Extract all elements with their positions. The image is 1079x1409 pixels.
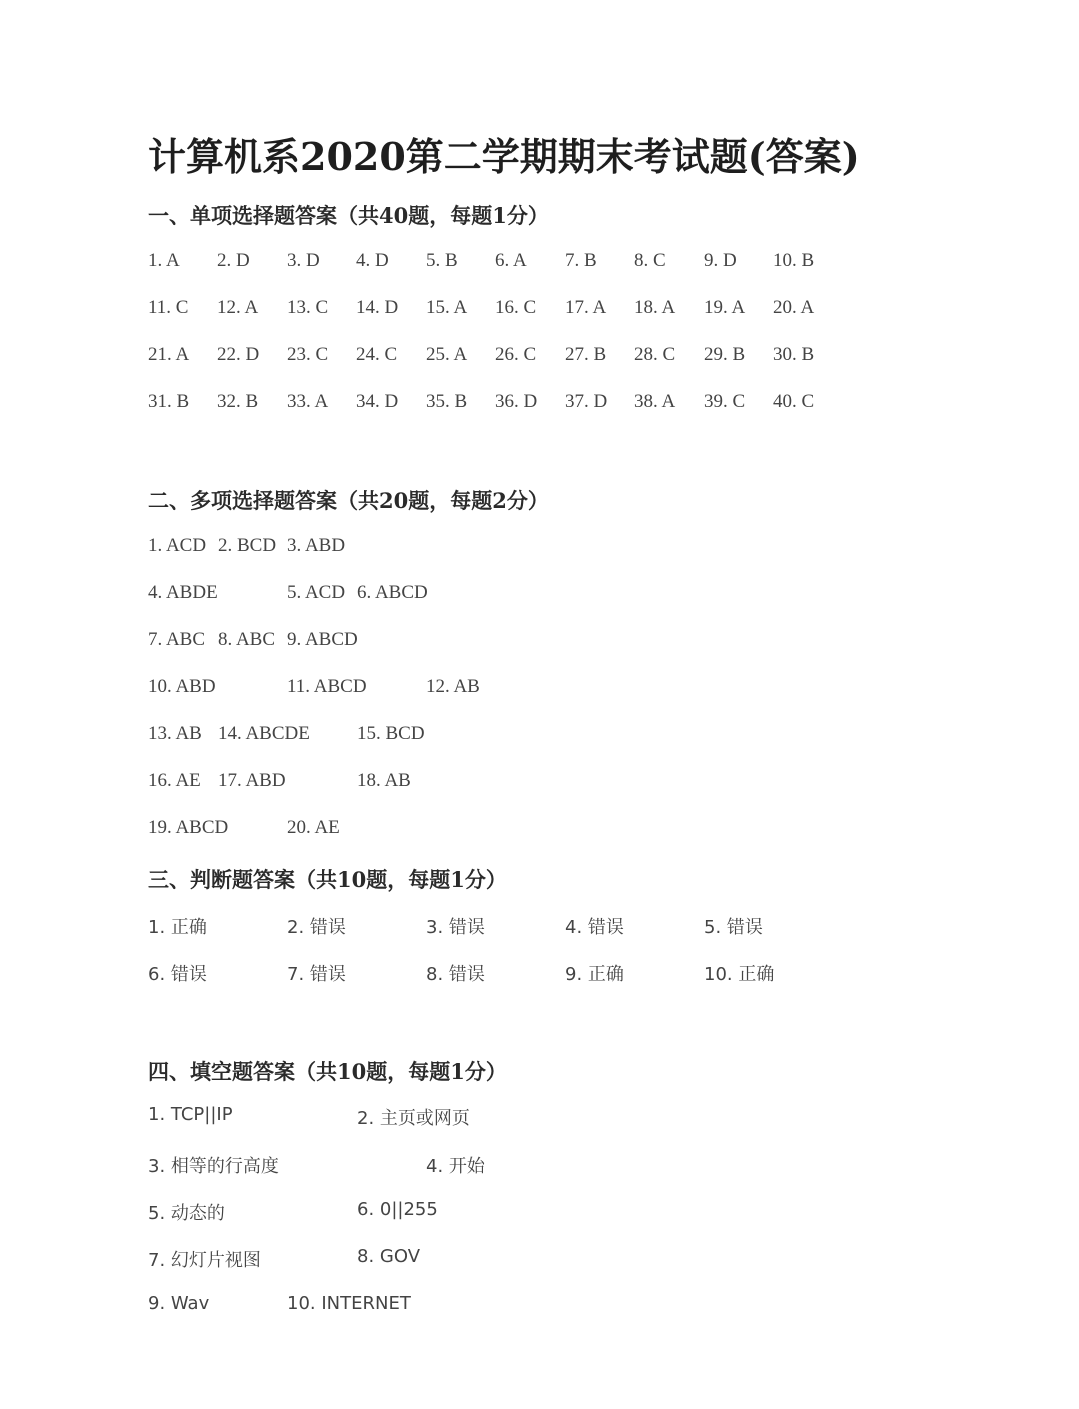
fill-blank-answer: 6. 0||255 — [357, 1199, 438, 1220]
single-choice-answer: 25. A — [426, 344, 468, 365]
single-choice-answer: 18. A — [634, 297, 676, 318]
single-choice-answer: 21. A — [148, 344, 190, 365]
single-choice-answer: 19. A — [704, 297, 746, 318]
single-choice-answer: 29. B — [704, 344, 746, 365]
single-choice-answer: 15. A — [426, 297, 468, 318]
fill-blank-answer: 7. 幻灯片视图 — [148, 1250, 261, 1271]
single-choice-answer: 17. A — [565, 297, 607, 318]
single-choice-answer: 32. B — [217, 391, 259, 412]
single-choice-answer: 14. D — [356, 297, 399, 318]
single-choice-answer: 16. C — [495, 297, 537, 318]
true-false-answer: 6. 错误 — [148, 964, 207, 985]
single-choice-answer: 9. D — [704, 250, 737, 271]
true-false-answer: 9. 正确 — [565, 964, 624, 985]
section-heading-multi-choice: 二、多项选择题答案（共20题，每题2分） — [148, 488, 549, 513]
single-choice-answer: 39. C — [704, 391, 746, 412]
single-choice-answer: 5. B — [426, 250, 458, 271]
single-choice-answer: 1. A — [148, 250, 180, 271]
true-false-answer: 8. 错误 — [426, 964, 485, 985]
single-choice-answer: 24. C — [356, 344, 398, 365]
single-choice-answer: 2. D — [217, 250, 250, 271]
single-choice-answer: 8. C — [634, 250, 666, 271]
multi-choice-answer: 20. AE — [287, 817, 340, 838]
multi-choice-answer: 14. ABCDE — [218, 723, 310, 744]
single-choice-answer: 35. B — [426, 391, 468, 412]
section-heading-fill-blank: 四、填空题答案（共10题，每题1分） — [148, 1059, 507, 1084]
fill-blank-answer: 5. 动态的 — [148, 1203, 225, 1224]
single-choice-answer: 11. C — [148, 297, 189, 318]
true-false-answer: 7. 错误 — [287, 964, 346, 985]
single-choice-answer: 34. D — [356, 391, 399, 412]
section-heading-true-false: 三、判断题答案（共10题，每题1分） — [148, 867, 507, 892]
single-choice-answer: 36. D — [495, 391, 538, 412]
fill-blank-answer: 9. Wav — [148, 1293, 210, 1314]
single-choice-answer: 7. B — [565, 250, 597, 271]
true-false-answer: 5. 错误 — [704, 917, 763, 938]
fill-blank-answer: 2. 主页或网页 — [357, 1108, 470, 1129]
single-choice-answer: 33. A — [287, 391, 329, 412]
fill-blank-answer: 8. GOV — [357, 1246, 421, 1267]
fill-blank-answer: 3. 相等的行高度 — [148, 1156, 279, 1177]
single-choice-answer: 10. B — [773, 250, 815, 271]
page-title: 计算机系2020第二学期期末考试题(答案) — [148, 134, 860, 179]
multi-choice-answer: 1. ACD — [148, 535, 207, 556]
multi-choice-answer: 5. ACD — [287, 582, 346, 603]
single-choice-answer: 20. A — [773, 297, 815, 318]
multi-choice-answer: 13. AB — [148, 723, 202, 744]
multi-choice-answer: 15. BCD — [357, 723, 425, 744]
multi-choice-answer: 11. ABCD — [287, 676, 367, 697]
single-choice-answer: 4. D — [356, 250, 389, 271]
single-choice-answer: 12. A — [217, 297, 259, 318]
single-choice-answer: 30. B — [773, 344, 815, 365]
single-choice-answer: 13. C — [287, 297, 329, 318]
true-false-answer: 3. 错误 — [426, 917, 485, 938]
single-choice-answer: 3. D — [287, 250, 320, 271]
section-heading-single-choice: 一、单项选择题答案（共40题，每题1分） — [148, 203, 549, 228]
multi-choice-answer: 3. ABD — [287, 535, 346, 556]
multi-choice-answer: 8. ABC — [218, 629, 276, 650]
multi-choice-answer: 16. AE — [148, 770, 201, 791]
single-choice-answer: 27. B — [565, 344, 607, 365]
single-choice-answer: 23. C — [287, 344, 329, 365]
multi-choice-answer: 12. AB — [426, 676, 480, 697]
multi-choice-answer: 4. ABDE — [148, 582, 218, 603]
single-choice-answer: 22. D — [217, 344, 260, 365]
single-choice-answer: 40. C — [773, 391, 815, 412]
fill-blank-answer: 1. TCP||IP — [148, 1104, 233, 1125]
true-false-answer: 2. 错误 — [287, 917, 346, 938]
true-false-answer: 10. 正确 — [704, 964, 775, 985]
single-choice-answer: 37. D — [565, 391, 608, 412]
single-choice-answer: 6. A — [495, 250, 527, 271]
multi-choice-answer: 19. ABCD — [148, 817, 229, 838]
single-choice-answer: 28. C — [634, 344, 676, 365]
multi-choice-answer: 9. ABCD — [287, 629, 358, 650]
multi-choice-answer: 17. ABD — [218, 770, 286, 791]
multi-choice-answer: 7. ABC — [148, 629, 206, 650]
fill-blank-answer: 10. INTERNET — [287, 1293, 411, 1314]
true-false-answer: 1. 正确 — [148, 917, 207, 938]
multi-choice-answer: 10. ABD — [148, 676, 216, 697]
true-false-answer: 4. 错误 — [565, 917, 624, 938]
single-choice-answer: 38. A — [634, 391, 676, 412]
single-choice-answer: 31. B — [148, 391, 190, 412]
multi-choice-answer: 6. ABCD — [357, 582, 428, 603]
multi-choice-answer: 18. AB — [357, 770, 411, 791]
single-choice-answer: 26. C — [495, 344, 537, 365]
multi-choice-answer: 2. BCD — [218, 535, 277, 556]
fill-blank-answer: 4. 开始 — [426, 1156, 485, 1177]
